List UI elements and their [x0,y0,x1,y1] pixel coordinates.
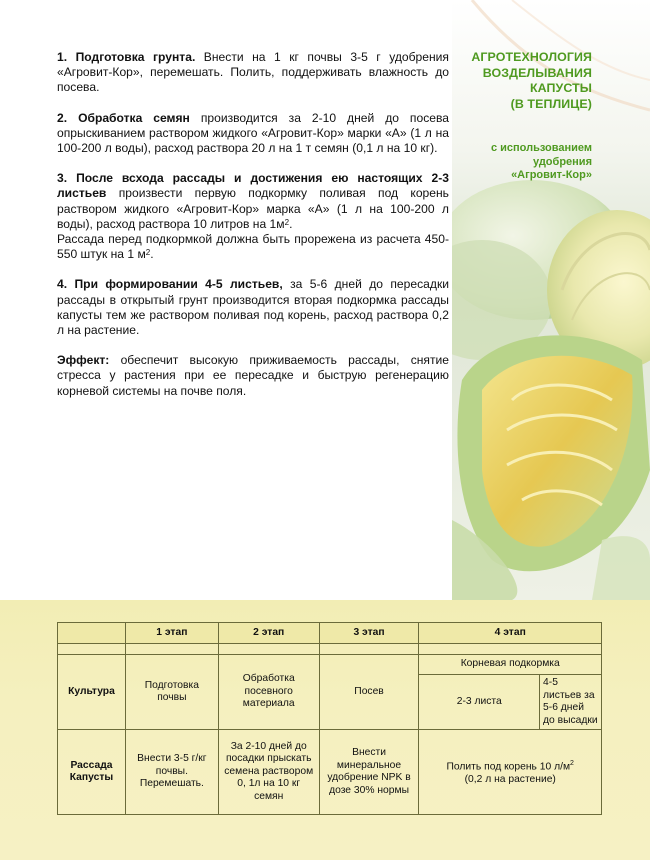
step-4-text: за 5-6 дней до пересадки рассады в открытый грунт производится вторая подкормка рассады капусты тем же раствором поливая под корень, расход раствора 0,2 л на растение. [57,277,449,338]
step-3-extra-sup: 2 [145,248,151,258]
seedling-stage-4-sup: 2 [570,759,574,767]
seedling-label: Рассада Капусты [58,730,126,815]
panel-title-line-4: (В ТЕПЛИЦЕ) [510,96,592,111]
step-3-extra-tail: . [150,247,154,262]
culture-stage-2: Обработка посевного материала [218,655,319,730]
culture-stage-4b: 4-5 листьев за 5-6 дней до высадки [540,675,602,730]
culture-stage-3: Посев [319,655,419,730]
panel-subtitle-line-3: «Агровит-Кор» [511,169,592,181]
gap-cell [125,644,218,655]
header-stage-1: 1 этап [125,623,218,644]
step-3-tail: . [289,216,293,231]
instructions-column [57,50,449,414]
step-3-extra: Рассада перед подкормкой должна быть прорежена из расчета 450-550 штук на 1 м [57,232,449,262]
header-empty-cell [58,623,126,644]
culture-stage-4a: 2-3 листа [419,675,540,730]
table-gap-row [58,644,602,655]
seedling-row [58,730,602,815]
seedling-stage-4-text: Полить под корень 10 л/м [446,761,571,773]
culture-row-top [58,655,602,675]
gap-cell [319,644,419,655]
culture-label: Культура [58,655,126,730]
step-3-sup: 2 [284,217,290,227]
effect-text: обеспечит высокую приживаемость рассады, снятие стресса у растения при ее пересадке и быструю регенерацию корневой системы на почве поля. [57,353,449,398]
gap-cell [218,644,319,655]
seedling-stage-2: За 2-10 дней до посадки прыскать семена раствором 0, 1л на 10 кг семян [218,730,319,815]
table-header-row [58,623,602,644]
step-1-lead: Подготовка грунта. [75,50,196,64]
step-4 [57,277,449,338]
step-4-lead: При формировании 4-5 листьев, [74,277,283,292]
header-stage-2: 2 этап [218,623,319,644]
panel-title-line-1: АГРОТЕХНОЛОГИЯ [471,50,592,64]
culture-stage-1: Подготовка почвы [125,655,218,730]
culture-stage-4-title: Корневая подкормка [419,655,602,675]
panel-title [452,50,592,112]
panel-subtitle-line-1: с использованием [490,142,592,154]
gap-cell [419,644,602,655]
step-1 [57,50,449,96]
header-stage-4: 4 этап [419,623,602,644]
step-2-lead: Обработка семян [78,110,190,125]
panel-subtitle-line-2: удобрения [532,155,592,168]
seedling-stage-4 [419,730,602,815]
step-2-number: 2. [57,110,68,125]
step-1-number: 1. [57,50,68,64]
seedling-stage-3: Внести минеральное удобрение NPK в дозе 30% нормы [319,730,419,815]
panel-title-line-3: КАПУСТЫ [530,81,592,95]
step-4-number: 4. [57,277,68,292]
seedling-stage-4-tail: (0,2 л на растение) [464,773,556,785]
effect-paragraph [57,353,449,399]
seedling-stage-1: Внести 3-5 г/кг почвы. Перемешать. [125,730,218,815]
step-3-number: 3. [57,171,68,186]
step-1-text: Внести на 1 кг почвы 3-5 г удобрения «Агровит-Кор», перемешать. Полить, поддерживать влажность до посева. [57,50,449,95]
effect-lead: Эффект: [57,353,110,368]
step-2 [57,111,449,157]
stages-table [57,622,602,815]
header-stage-3: 3 этап [319,623,419,644]
gap-cell [58,644,126,655]
step-2-text: производится за 2-10 дней до посева опрыскиванием раствором жидкого «Агровит-Кор» марки «А» (1 л на 100-200 л воды), расход раствора 20 л на 1 т семян (0,1 л на 10 кг). [57,110,449,156]
step-3 [57,171,449,262]
step-3-text: произвести первую подкормку поливая под корень раствором жидкого «Агровит-Кор» марка «А» (1 л на 100-200 л воды), расход раствора 10 литров на 1м [57,186,449,231]
panel-subtitle [452,142,592,183]
cabbage-panel [452,0,650,600]
panel-title-line-2: ВОЗДЕЛЫВАНИЯ [482,65,592,80]
step-3-lead: После всхода рассады и достижения ею настоящих 2-3 листьев [57,171,449,201]
